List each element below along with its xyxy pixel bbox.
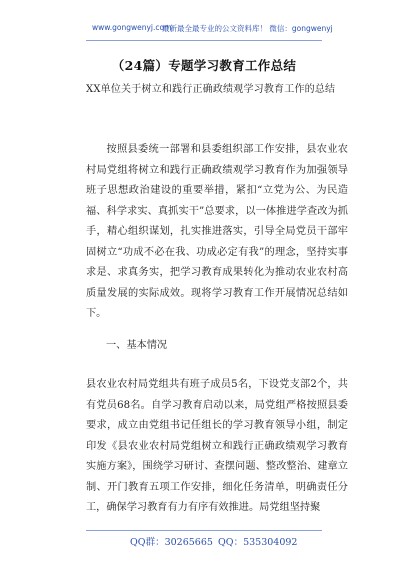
document-header [0,20,408,36]
footer-divider [86,530,322,531]
body-paragraph-intro: 按照县委统一部署和县委组织部工作安排，县农业农村局党组将树立和践行正确政绩观学习教育作为加强领导班子思想政治建设的重要举措，紧扣“立党为公、为民造福、科学求实、真抓实干”总要求，以一体推进学查改为抓手，精心组织谋划，扎实推进落实，引导全局党员干部牢固树立“功成不必在我、功成必定有我”的理念，坚持实事求是、求真务实，把学习教育成果转化为推动农业农村高质量发展的实际成效。现将学习教育工作开展情况总结如下。 [86,144,348,319]
section-heading-basic-situation: 一、基本情况 [106,340,168,351]
footer-qq-number: QQ：535304092 [218,537,298,548]
header-slogan: 最新最全最专业的公文资料库！ 微信：gongwenyj [162,24,333,33]
header-divider [86,40,322,41]
document-footer [0,534,408,550]
document-subtitle: XX单位关于树立和践行正确政绩观学习教育工作的总结 [86,84,336,95]
document-title: （24篇）专题学习教育工作总结 [111,58,297,73]
body-paragraph-basic-situation: 县农业农村局党组共有班子成员5名，下设党支部2个，共有党员68名。自学习教育启动以来，局党组严格按照县委要求，成立由党组书记任组长的学习教育领导小组，制定印发《县农业农村局党组树立和践行正确政绩观学习教育实施方案》，围绕学习研讨、查摆问题、整改整治、建章立制、开门教育五项工作安排，细化任务清单，明确责任分工，确保学习教育有力有序有效推进。局党组坚持聚 [86,379,348,513]
header-site-link[interactable]: www.gongwenyj.com [92,23,172,32]
footer-qq-group: QQ群：30265665 [130,537,213,548]
